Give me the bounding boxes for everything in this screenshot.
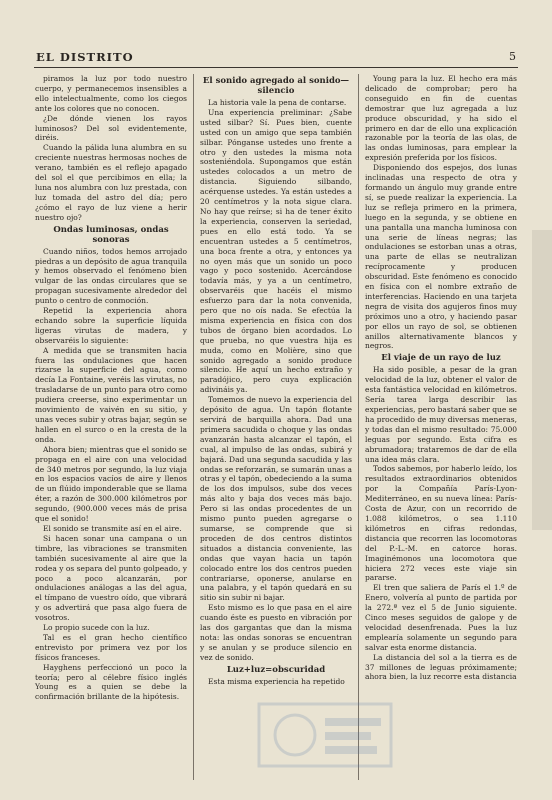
- paragraph: El tren que saliera de París el 1.º de Enero, volvería al punto de partida por la 272.ª vez el 5 de Junio siguiente. Cinco meses seguidos de galope y de velocidad desenfrenada. Pues la luz emplearía solamente un segundo para salvar esta enorme distancia.: [365, 583, 517, 652]
- paragraph: La distancia del sol a la tierra es de 37 millones de leguas próximamente; ahora bien, la luz recorre esta distancia: [365, 652, 517, 682]
- binding-strip: [532, 230, 552, 530]
- paragraph: Una experiencia preliminar: ¿Sabe usted silbar? Sí. Pues bien, cuente usted con un amigo que sepa también silbar. Pónganse ustedes uno frente a otro y den ustedes la misma nota sosteniéndola. Supongamos que están ustedes colocados a un metro de distancia. Siguiendo silbando, acérquense ustedes. Ya están ustedes a 20 centímetros y la nota sigue clara. No hay que reírse; si ha de tener éxito la experiencia, conserven la seriedad, pues en ello está todo. Ya se encuentran ustedes a 5 centímetros, una boca frente a otra, y entonces ya no oyen más que un sonido un poco vago y poco sostenido. Acercándose todavía más, y ya a un centímetro, observaréis que hacéis el mismo esfuerzo para dar la nota convenida, pero que no oís nada. Se efectúa la misma experiencia en física con dos tubos de órgano bien acordados. Lo que prueba, no que vuestra hija es muda, como en Molière, sino que sonido agregado a sonido produce silencio. He aquí un hecho extraño y paradójico, pero cuya explicación adivináis ya.: [200, 107, 352, 395]
- page-header: [36, 50, 516, 66]
- paragraph: La historia vale la pena de contarse.: [208, 98, 347, 107]
- paragraph: A medida que se transmiten hacia fuera las ondulaciones que hacen rizarse la superficie del agua, como decía La Fontaine, veréis las virutas, no trasladarse de un punto para otro como pudiera creerse, sino experimentar un movimiento de vaivén en su sitio, y unas veces subir y otras bajar, según se hallen en el surco o en la cresta de la onda.: [35, 345, 187, 444]
- column-divider: [358, 74, 359, 780]
- header-rule: [34, 67, 518, 68]
- paragraph: Cuando la pálida luna alumbra en su creciente nuestras hermosas noches de verano, también es el reflejo apagado del sol el que percibimos en ella; la luna nos alumbra con luz prestada, con luz tomada del astro del día; pero ¿cómo el rayo de luz viene a herir nuestro ojo?: [35, 143, 187, 222]
- section-heading: El sonido agregado al sonido—silencio: [202, 76, 350, 96]
- paragraph: Tal es el gran hecho científico entrevisto por primera vez por los físicos franceses.: [35, 632, 187, 662]
- paragraph: Ha sido posible, a pesar de la gran velocidad de la luz, obtener el valor de esta fantástica velocidad en kilómetros. Sería tarea larga describir las experiencias, pero bastará saber que se ha procedido de muy diversas meneras, y todas dan el mismo resultado: 75.000 leguas por segundo. Esta cifra es abrumadora; trataremos de dar de ella una idea más clara.: [365, 365, 517, 464]
- column-1: [35, 74, 187, 702]
- column-2: [200, 74, 352, 687]
- paragraph: Repetid la experiencia ahora echando sobre la superficie líquida ligeras virutas de madera, y observaréis lo siguiente:: [35, 306, 187, 345]
- paragraph: Young para la luz. El hecho era más delicado de comprobar; pero ha conseguido en fin de cuentas demostrar que luz agregada a luz produce obscuridad, y ha sido el primero en dar de ello una explicación razonable por la teoría de las olas, de las ondas luminosas, para emplear la expresión preferida por los físicos.: [365, 74, 517, 163]
- paragraph: Todos sabemos, por haberlo leído, los resultados extraordinarios obtenidos por la Compañía París-Lyon-Mediterráneo, en su nueva línea: París-Costa de Azur, con un recorrido de 1.088 kilómetros, o sea 1.110 kilómetros en cifras redondas, distancia que recorren las locomotoras del P.-L.-M. en catorce horas. Imaginémonos una locomotora que hiciera 272 veces este viaje sin pararse.: [365, 464, 517, 583]
- paragraph: ¿De dónde vienen los rayos luminosos? Del sol evidentemente, diréis.: [35, 113, 187, 143]
- paragraph: Hayghens perfeccionó un poco la teoría; pero al célebre físico inglés Young es a quien se debe la confirmación brillante de la hipótesis.: [35, 662, 187, 702]
- section-heading: Ondas luminosas, ondas sonoras: [53, 224, 169, 245]
- library-watermark-stamp: [255, 700, 395, 770]
- paragraph: piramos la luz por todo nuestro cuerpo, y permanecemos insensibles a ello intelectualmente, como los ciegos ante los colores que no conocen.: [35, 74, 187, 113]
- paragraph: Esta misma experiencia ha repetido: [208, 676, 345, 686]
- column-3: [365, 74, 517, 682]
- paragraph: El sonido se transmite así en el aire.: [43, 523, 182, 533]
- paragraph: Si hacen sonar una campana o un timbre, las vibraciones se transmiten también sucesivamente al aire que la rodea y os separa del punto golpeado, y poco a poco alcanzarán, por ondulaciones análogas a las del agua, el tímpano de vuestro oído, que vibrará y os advertirá que pasa algo fuera de vosotros.: [35, 533, 187, 623]
- paragraph: Esto mismo es lo que pasa en el aire cuando éste es puesto en vibración por las dos gargantas que dan la misma nota: las ondas sonoras se encuentran y se anulan y se produce silencio en vez de sonido.: [200, 603, 352, 662]
- section-heading: El viaje de un rayo de luz: [381, 353, 501, 364]
- paragraph: Cuando niños, todos hemos arrojado piedras a un depósito de agua tranquila y hemos observado el fenómeno bien vulgar de las ondas circulares que se propagan sucesivamente alrededor del punto o centro de conmoción.: [35, 246, 187, 306]
- column-divider: [193, 74, 194, 780]
- section-heading: Luz+luz=obscuridad: [226, 664, 326, 675]
- publication-title: EL DISTRITO: [36, 50, 134, 64]
- paragraph: Lo propio sucede con la luz.: [43, 623, 150, 633]
- paragraph: Tomemos de nuevo la experiencia del depósito de agua. Un tapón flotante servirá de barquilla ahora. Dad una primera sacudida o choque y las ondas avanzarán hasta alcanzar el tapón, el cual, al impulso de las ondas, subirá y bajará. Dad una segunda sacudida y las ondas se reforzarán, se sumarán unas a otras y el tapón, obedeciendo a la suma de los dos impulsos, sube dos veces más alto y baja dos veces más bajo. Pero si las ondas procedentes de un mismo punto pueden agregarse o sumarse, se comprende que si proceden de dos centros distintos situados a distancia conveniente, las ondas que vayan hacia un tapón colocado entre los dos centros pueden contrariarse, oponerse, anularse en una palabra, y el tapón quedará en su sitio sin subir ni bajar.: [200, 395, 352, 603]
- paragraph: Disponiendo dos espejos, dos lunas inclinadas una respecto de otra y formando un ángulo muy grande entre sí, se puede realizar la experiencia. La luz se refleja primero en la primera, luego en la segunda, y se obtiene en una pantalla una mancha luminosa con una serie de líneas negras; las ondulaciones se estorban unas a otras, una parte de ellas se neutralizan recíprocamente y producen obscuridad. Este fenómeno es conocido en física con el nombre extraño de interferencias. Haciendo en una tarjeta negra de visita dos agujeros finos muy próximos uno a otro, y haciendo pasar por ellos un rayo de sol, se obtienen anillos alternativamente blancos y negros.: [365, 163, 517, 351]
- paragraph: Ahora bien; mientras que el sonido se propaga en el aire con una velocidad de 340 metros por segundo, la luz viaja en los espacios vacíos de aire y llenos de un flúido imponderable que se llama éter, a razón de 300.000 kilómetros por segundo, (900.000 veces más de prisa que el sonido!: [35, 444, 187, 524]
- page-number: 5: [509, 50, 516, 63]
